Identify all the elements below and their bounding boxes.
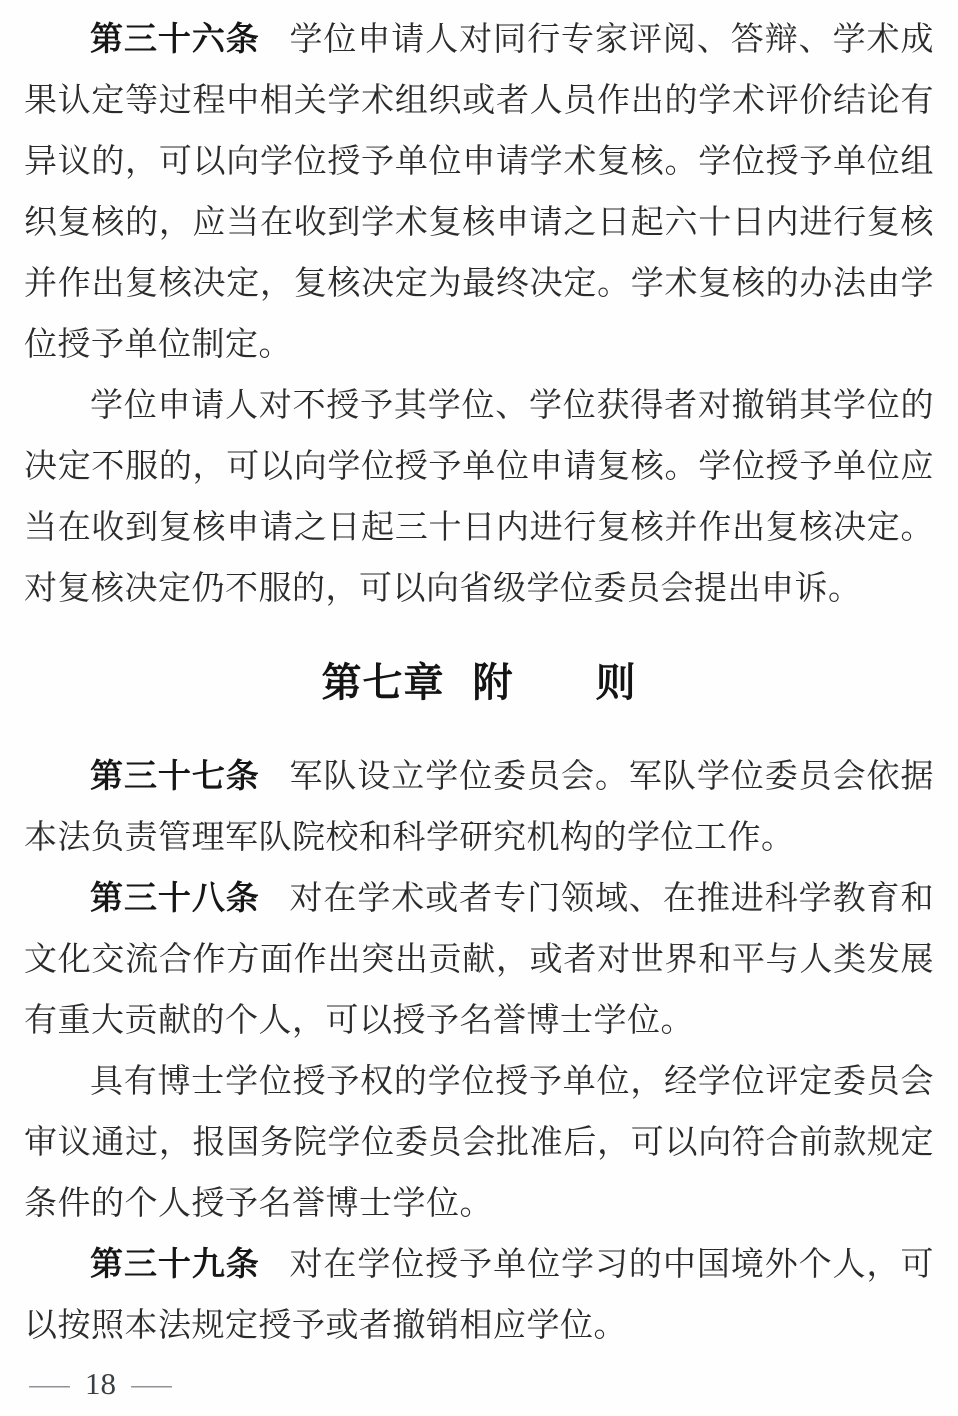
article-36-appeal-paragraph [24,376,934,620]
article-36-appeal-text: 学位申请人对不授予其学位、学位获得者对撤销其学位的决定不服的，可以向学位授予单位申请复核。学位授予单位应当在收到复核申请之日起三十日内进行复核并作出复核决定。对复核决定仍不服的，可以向省级学位委员会提出申诉。 [24,388,934,607]
article-38-paragraph [24,869,934,1052]
article-36-text: 学位申请人对同行专家评阅、答辩、学术成果认定等过程中相关学术组织或者人员作出的学术评价结论有异议的，可以向学位授予单位申请学术复核。学位授予单位组织复核的，应当在收到学术复核申请之日起六十日内进行复核并作出复核决定，复核决定为最终决定。学术复核的办法由学位授予单位制定。 [24,22,935,363]
footer-right-dash: — [131,1366,172,1401]
article-38-honorary-paragraph [24,1052,934,1235]
page-number: 18 [85,1366,116,1401]
page-footer [29,1366,172,1402]
article-39-paragraph [24,1235,934,1357]
article-37-label: 第三十七条 [90,759,260,795]
article-36-paragraph [24,10,934,376]
footer-left-dash: — [29,1366,70,1401]
article-37-text: 军队设立学位委员会。军队学位委员会依据本法负责管理军队院校和科学研究机构的学位工作。 [24,759,935,856]
article-38-text: 对在学术或者专门领域、在推进科学教育和文化交流合作方面作出突出贡献，或者对世界和平与人类发展有重大贡献的个人，可以授予名誉博士学位。 [24,881,935,1039]
article-36-label: 第三十六条 [90,22,260,58]
article-38-honorary-text: 具有博士学位授予权的学位授予单位，经学位评定委员会审议通过，报国务院学位委员会批准后，可以向符合前款规定条件的个人授予名誉博士学位。 [24,1064,934,1222]
chapter-title: 附 则 [472,660,637,705]
article-37-paragraph [24,747,934,869]
article-38-label: 第三十八条 [90,881,260,917]
article-39-text: 对在学位授予单位学习的中国境外个人，可以按照本法规定授予或者撤销相应学位。 [24,1247,935,1344]
chapter-7-heading [24,652,934,713]
chapter-number: 第七章 [321,660,445,705]
article-39-label: 第三十九条 [90,1247,260,1283]
